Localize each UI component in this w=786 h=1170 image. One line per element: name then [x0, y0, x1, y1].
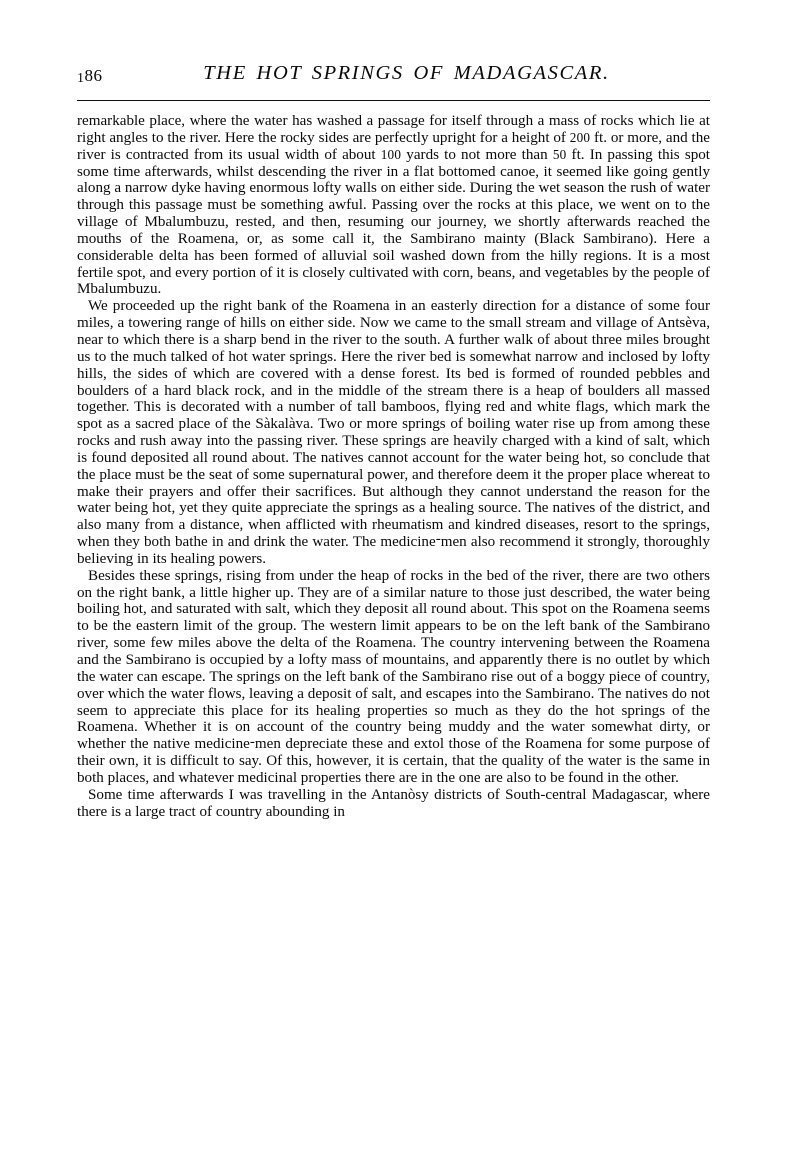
paragraph: Besides these springs, rising from under the heap of rocks in the bed of the river, there are two others on the right bank, a little higher up. They are of a similar nature to those just described, the water being boiling hot, and saturated with salt, which they deposit all round about. This spot on the Roamena seems to be the eastern limit of the group. The western limit appears to be on the left bank of the Sambirano river, some few miles above the delta of the Roamena. The country intervening between the Roamena and the Sambirano is occupied by a lofty mass of mountains, and apparently there is no outlet by which the water can escape. The springs on the left bank of the Sambirano rise out of a boggy piece of country, over which the water flows, leaving a deposit of salt, and escapes into the Sambirano. The natives do not seem to appreciate this place for its healing properties so much as they do the hot springs of the Roamena. Whether it is on account of the country being muddy and the water somewhat dirty, or whether the native medicine-men depreciate these and extol those of the Roamena for some purpose of their own, it is difficult to say. Of this, however, it is certain, that the quality of the water is the same in both places, and whatever medicinal properties there are in the one are also to be found in the other.: [77, 567, 710, 786]
folio-digits: 86: [84, 66, 103, 85]
running-head: [77, 62, 710, 92]
paragraph: Some time afterwards I was travelling in the Antanòsy districts of South-central Madagascar, where there is a large tract of country abounding in: [77, 786, 710, 820]
paragraph: remarkable place, where the water has washed a passage for itself through a mass of rocks which lie at right angles to the river. Here the rocky sides are perfectly upright for a height of 200 ft. or more, and the river is contracted from its usual width of about 100 yards to not more than 50 ft. In passing this spot some time afterwards, whilst descending the river in a flat bottomed canoe, it seemed like going gently along a narrow dyke having enormous lofty walls on either side. During the wet season the rush of water through this passage must be something awful. Passing over the rocks at this place, we went on to the village of Mbalumbuzu, rested, and then, resuming our journey, we shortly afterwards reached the mouths of the Roamena, or, as some call it, the Sambirano mainty (Black Sambirano). Here a considerable delta has been formed of alluvial soil washed down from the hilly regions. It is a most fertile spot, and every portion of it is closely cultivated with corn, beans, and vegetables by the people of Mbalumbuzu.: [77, 113, 711, 298]
page-folio-number: 186: [77, 66, 103, 86]
running-title: THE HOT SPRINGS OF MADAGASCAR.: [203, 62, 610, 84]
header-rule-divider: [77, 100, 710, 101]
paragraph: We proceeded up the right bank of the Roamena in an easterly direction for a distance of some four miles, a towering range of hills on either side. Now we came to the small stream and village of Antsèva, near to which there is a sharp bend in the river to the south. A further walk of about three miles brought us to the much talked of hot water springs. Here the river bed is somewhat narrow and inclosed by lofty hills, the sides of which are covered with a dense forest. Its bed is formed of rounded pebbles and boulders of a hard black rock, and in the middle of the stream there is a heap of boulders all massed together. This is decorated with a number of tall bamboos, flying red and white flags, which mark the spot as a sacred place of the Sàkalàva. Two or more springs of boiling water rise up from among these rocks and rush away into the passing river. These springs are heavily charged with a kind of salt, which is found deposited all round about. The natives cannot account for the water being hot, so conclude that the place must be the seat of some supernatural power, and therefore deem it the proper place whereat to make their prayers and offer their sacrifices. But although they cannot understand the reason for the water being hot, yet they quite appreciate the springs as a healing source. The natives of the district, and also many from a distance, when afflicted with rheumatism and kindred diseases, resort to the springs, when they both bathe in and drink the water. The medicine-men also recommend it strongly, thoroughly believing in its healing powers.: [77, 298, 710, 567]
body-text-block: [77, 113, 710, 820]
